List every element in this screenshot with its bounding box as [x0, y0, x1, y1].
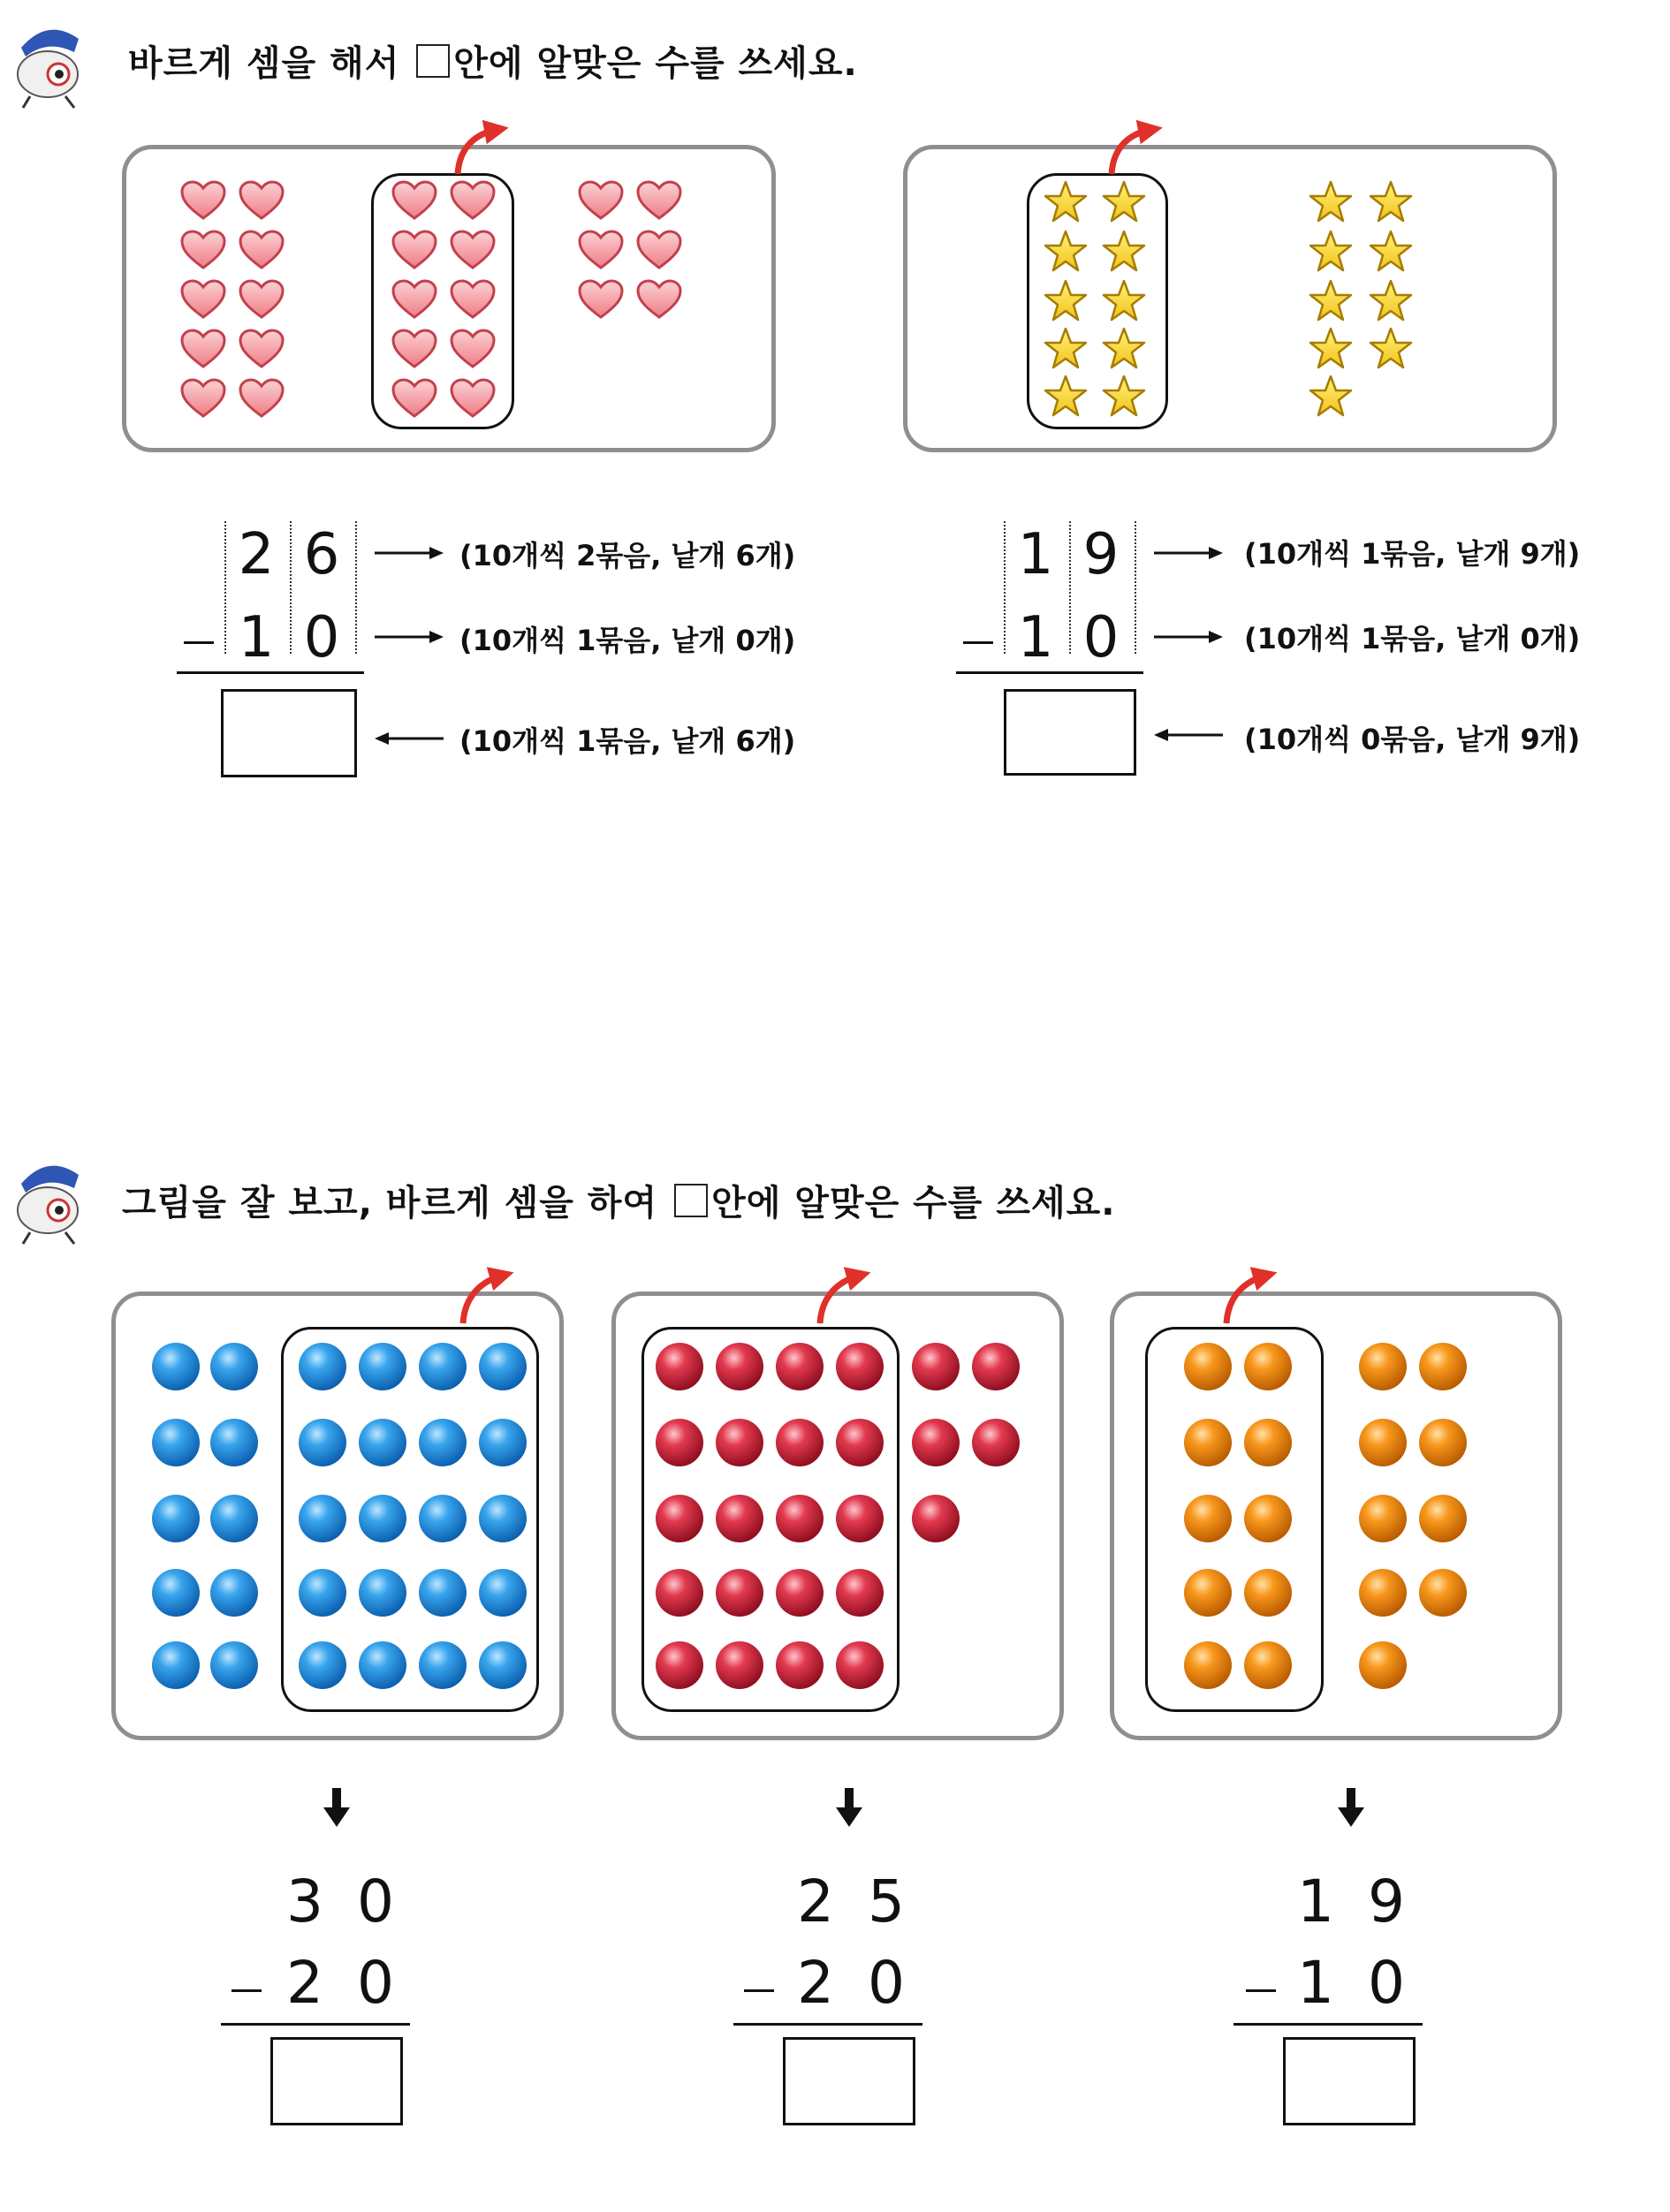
right-arrow-icon: [375, 630, 444, 644]
ball-icon: [357, 1341, 408, 1392]
ball-icon: [714, 1567, 765, 1618]
ball-icon: [654, 1493, 705, 1544]
sum-line: [177, 671, 364, 674]
heart-icon: [391, 378, 437, 419]
ball-icon: [714, 1417, 765, 1468]
star-icon: [1308, 279, 1354, 323]
heart-icon: [239, 230, 285, 270]
ball-icon: [1242, 1567, 1294, 1618]
star-icon: [1368, 327, 1414, 371]
instruction-2: [122, 1175, 1115, 1225]
take-away-arrow-icon: [806, 1265, 877, 1325]
heart-icon: [578, 279, 624, 320]
ball-icon: [297, 1493, 348, 1544]
heart-icon: [636, 279, 682, 320]
take-away-arrow-icon: [1212, 1265, 1283, 1325]
star-icon: [1308, 327, 1354, 371]
ball-icon: [1242, 1341, 1294, 1392]
ball-icon: [654, 1341, 705, 1392]
top-tens-digit: 2: [238, 522, 275, 587]
ball-icon: [477, 1640, 528, 1691]
ball-icon: [1417, 1567, 1469, 1618]
star-icon: [1043, 375, 1089, 419]
bottom-tens-digit: 2: [286, 1949, 323, 2017]
ball-icon: [654, 1417, 705, 1468]
take-away-arrow-icon: [449, 1265, 520, 1325]
ball-icon: [150, 1567, 201, 1618]
ball-icon: [297, 1567, 348, 1618]
ball-icon: [774, 1567, 825, 1618]
ball-icon: [150, 1341, 201, 1392]
ball-icon: [1182, 1567, 1234, 1618]
star-icon: [1043, 230, 1089, 274]
ball-icon: [774, 1640, 825, 1691]
bottom-ones-digit: 0: [868, 1949, 905, 2017]
star-icon: [1101, 180, 1147, 224]
ball-icon: [834, 1417, 885, 1468]
sum-line: [221, 2023, 410, 2026]
minus-sign: [184, 641, 214, 644]
heart-icon: [239, 180, 285, 221]
down-arrow-icon: [834, 1788, 864, 1827]
ball-icon: [910, 1417, 961, 1468]
down-arrow-icon: [1336, 1788, 1366, 1827]
ball-icon: [1357, 1640, 1408, 1691]
stars-panel: [903, 145, 1557, 452]
ball-icon: [1417, 1417, 1469, 1468]
ball-icon: [477, 1417, 528, 1468]
heart-icon: [180, 230, 226, 270]
answer-box[interactable]: [270, 2037, 403, 2125]
ball-icon: [417, 1417, 468, 1468]
ball-icon: [150, 1640, 201, 1691]
ball-icon: [834, 1567, 885, 1618]
bottom-ones-digit: 0: [303, 605, 340, 670]
note-top: (10개씩 1묶음, 낱개 9개): [1244, 537, 1581, 571]
heart-icon: [450, 180, 496, 221]
note-result: (10개씩 0묶음, 낱개 9개): [1244, 723, 1581, 756]
left-arrow-icon: [1154, 728, 1223, 742]
sum-line: [733, 2023, 922, 2026]
star-icon: [1308, 375, 1354, 419]
mascot-icon: [4, 12, 92, 110]
take-away-arrow-icon: [1096, 119, 1166, 177]
ball-icon: [1417, 1493, 1469, 1544]
ball-icon: [417, 1567, 468, 1618]
column-divider: [1135, 521, 1136, 654]
star-icon: [1101, 327, 1147, 371]
top-ones-digit: 0: [357, 1867, 394, 1936]
column-divider: [1069, 521, 1071, 654]
ball-icon: [910, 1341, 961, 1392]
ball-icon: [910, 1493, 961, 1544]
ball-icon: [417, 1640, 468, 1691]
heart-icon: [450, 329, 496, 369]
top-tens-digit: 1: [1017, 522, 1054, 587]
ball-icon: [1417, 1341, 1469, 1392]
top-ones-digit: 9: [1368, 1867, 1405, 1936]
star-icon: [1043, 279, 1089, 323]
orange-ten-group: [1145, 1327, 1324, 1712]
instruction-2-before: 그림을 잘 보고, 바르게 셈을 하여: [122, 1183, 658, 1223]
star-icon: [1368, 279, 1414, 323]
instruction-1-after: 안에 알맞은 수를 쓰세요.: [453, 43, 858, 84]
ball-icon: [209, 1341, 260, 1392]
bottom-ones-digit: 0: [1082, 605, 1120, 670]
ball-icon: [1182, 1493, 1234, 1544]
column-divider: [1004, 521, 1006, 654]
note-result: (10개씩 1묶음, 낱개 6개): [459, 724, 796, 758]
note-top: (10개씩 2묶음, 낱개 6개): [459, 539, 796, 572]
star-icon: [1308, 230, 1354, 274]
top-tens-digit: 3: [286, 1867, 323, 1936]
top-ones-digit: 5: [868, 1867, 905, 1936]
top-ones-digit: 9: [1082, 522, 1120, 587]
heart-icon: [180, 180, 226, 221]
bottom-ones-digit: 0: [1368, 1949, 1405, 2017]
sum-line: [1234, 2023, 1423, 2026]
ball-icon: [1242, 1493, 1294, 1544]
ball-icon: [834, 1493, 885, 1544]
bottom-ones-digit: 0: [357, 1949, 394, 2017]
instruction-1-before: 바르게 셈을 해서: [128, 43, 400, 84]
star-icon: [1368, 230, 1414, 274]
minus-sign-text: [230, 1961, 234, 1971]
minus-sign: [232, 1989, 262, 1992]
ball-icon: [834, 1341, 885, 1392]
minus-sign: [1246, 1989, 1276, 1992]
heart-icon: [450, 279, 496, 320]
top-ones-digit: 6: [303, 522, 340, 587]
ball-icon: [774, 1417, 825, 1468]
ball-icon: [714, 1341, 765, 1392]
minus-sign: [963, 641, 993, 644]
note-bottom: (10개씩 1묶음, 낱개 0개): [1244, 622, 1581, 655]
ball-icon: [1357, 1341, 1408, 1392]
top-tens-digit: 1: [1297, 1867, 1334, 1936]
heart-icon: [391, 329, 437, 369]
ball-icon: [1357, 1567, 1408, 1618]
heart-icon: [239, 378, 285, 419]
column-divider: [355, 521, 357, 654]
star-icon: [1101, 230, 1147, 274]
instruction-2-after: 안에 알맞은 수를 쓰세요.: [711, 1183, 1116, 1223]
instruction-1: [128, 35, 858, 86]
ball-icon: [1357, 1417, 1408, 1468]
heart-icon: [239, 279, 285, 320]
ball-icon: [714, 1640, 765, 1691]
ball-icon: [357, 1640, 408, 1691]
ball-icon: [150, 1493, 201, 1544]
ball-icon: [209, 1417, 260, 1468]
bottom-tens-digit: 2: [797, 1949, 834, 2017]
answer-box[interactable]: [221, 689, 357, 777]
minus-sign: [744, 1989, 774, 1992]
ball-icon: [1242, 1640, 1294, 1691]
ball-icon: [297, 1640, 348, 1691]
mascot-icon: [4, 1148, 92, 1246]
bottom-tens-digit: 1: [1017, 605, 1054, 670]
ball-icon: [297, 1341, 348, 1392]
heart-icon: [636, 180, 682, 221]
heart-icon: [636, 230, 682, 270]
heart-icon: [578, 180, 624, 221]
ball-icon: [1242, 1417, 1294, 1468]
left-arrow-icon: [375, 731, 444, 746]
heart-icon: [180, 378, 226, 419]
ball-icon: [209, 1640, 260, 1691]
ball-icon: [477, 1493, 528, 1544]
heart-icon: [239, 329, 285, 369]
heart-icon: [391, 180, 437, 221]
minus-sign-text: [961, 613, 966, 623]
answer-box[interactable]: [1004, 689, 1136, 776]
heart-icon: [391, 279, 437, 320]
ball-icon: [774, 1341, 825, 1392]
down-arrow-icon: [322, 1788, 352, 1827]
column-divider: [224, 521, 226, 654]
ball-icon: [417, 1493, 468, 1544]
heart-icon: [450, 230, 496, 270]
ball-icon: [357, 1493, 408, 1544]
ball-icon: [654, 1640, 705, 1691]
ball-icon: [297, 1417, 348, 1468]
minus-sign-text: [742, 1961, 747, 1971]
ball-icon: [1182, 1341, 1234, 1392]
ball-icon: [970, 1417, 1021, 1468]
column-divider: [290, 521, 292, 654]
star-icon: [1308, 180, 1354, 224]
bottom-tens-digit: 1: [238, 605, 275, 670]
ball-icon: [357, 1567, 408, 1618]
ball-icon: [209, 1493, 260, 1544]
star-icon: [1043, 327, 1089, 371]
minus-sign-text: [182, 613, 186, 623]
right-arrow-icon: [1154, 630, 1223, 644]
heart-icon: [391, 230, 437, 270]
ball-icon: [477, 1341, 528, 1392]
right-arrow-icon: [1154, 546, 1223, 560]
bottom-tens-digit: 1: [1297, 1949, 1334, 2017]
ball-icon: [477, 1567, 528, 1618]
ball-icon: [150, 1417, 201, 1468]
ball-icon: [834, 1640, 885, 1691]
star-icon: [1101, 279, 1147, 323]
ball-icon: [417, 1341, 468, 1392]
ball-icon: [1182, 1640, 1234, 1691]
sum-line: [956, 671, 1143, 674]
ball-icon: [357, 1417, 408, 1468]
answer-box[interactable]: [783, 2037, 915, 2125]
right-arrow-icon: [375, 546, 444, 560]
heart-icon: [450, 378, 496, 419]
star-icon: [1101, 375, 1147, 419]
star-icon: [1368, 180, 1414, 224]
note-bottom: (10개씩 1묶음, 낱개 0개): [459, 624, 796, 657]
heart-icon: [180, 329, 226, 369]
ball-icon: [1357, 1493, 1408, 1544]
heart-icon: [578, 230, 624, 270]
answer-square-symbol: [416, 44, 450, 78]
ball-icon: [1182, 1417, 1234, 1468]
star-icon: [1043, 180, 1089, 224]
ball-icon: [970, 1341, 1021, 1392]
ball-icon: [654, 1567, 705, 1618]
take-away-arrow-icon: [442, 119, 512, 177]
answer-square-symbol: [674, 1184, 708, 1217]
answer-box[interactable]: [1283, 2037, 1416, 2125]
top-tens-digit: 2: [797, 1867, 834, 1936]
ball-icon: [209, 1567, 260, 1618]
minus-sign-text: [1244, 1961, 1249, 1971]
ball-icon: [714, 1493, 765, 1544]
heart-icon: [180, 279, 226, 320]
ball-icon: [774, 1493, 825, 1544]
